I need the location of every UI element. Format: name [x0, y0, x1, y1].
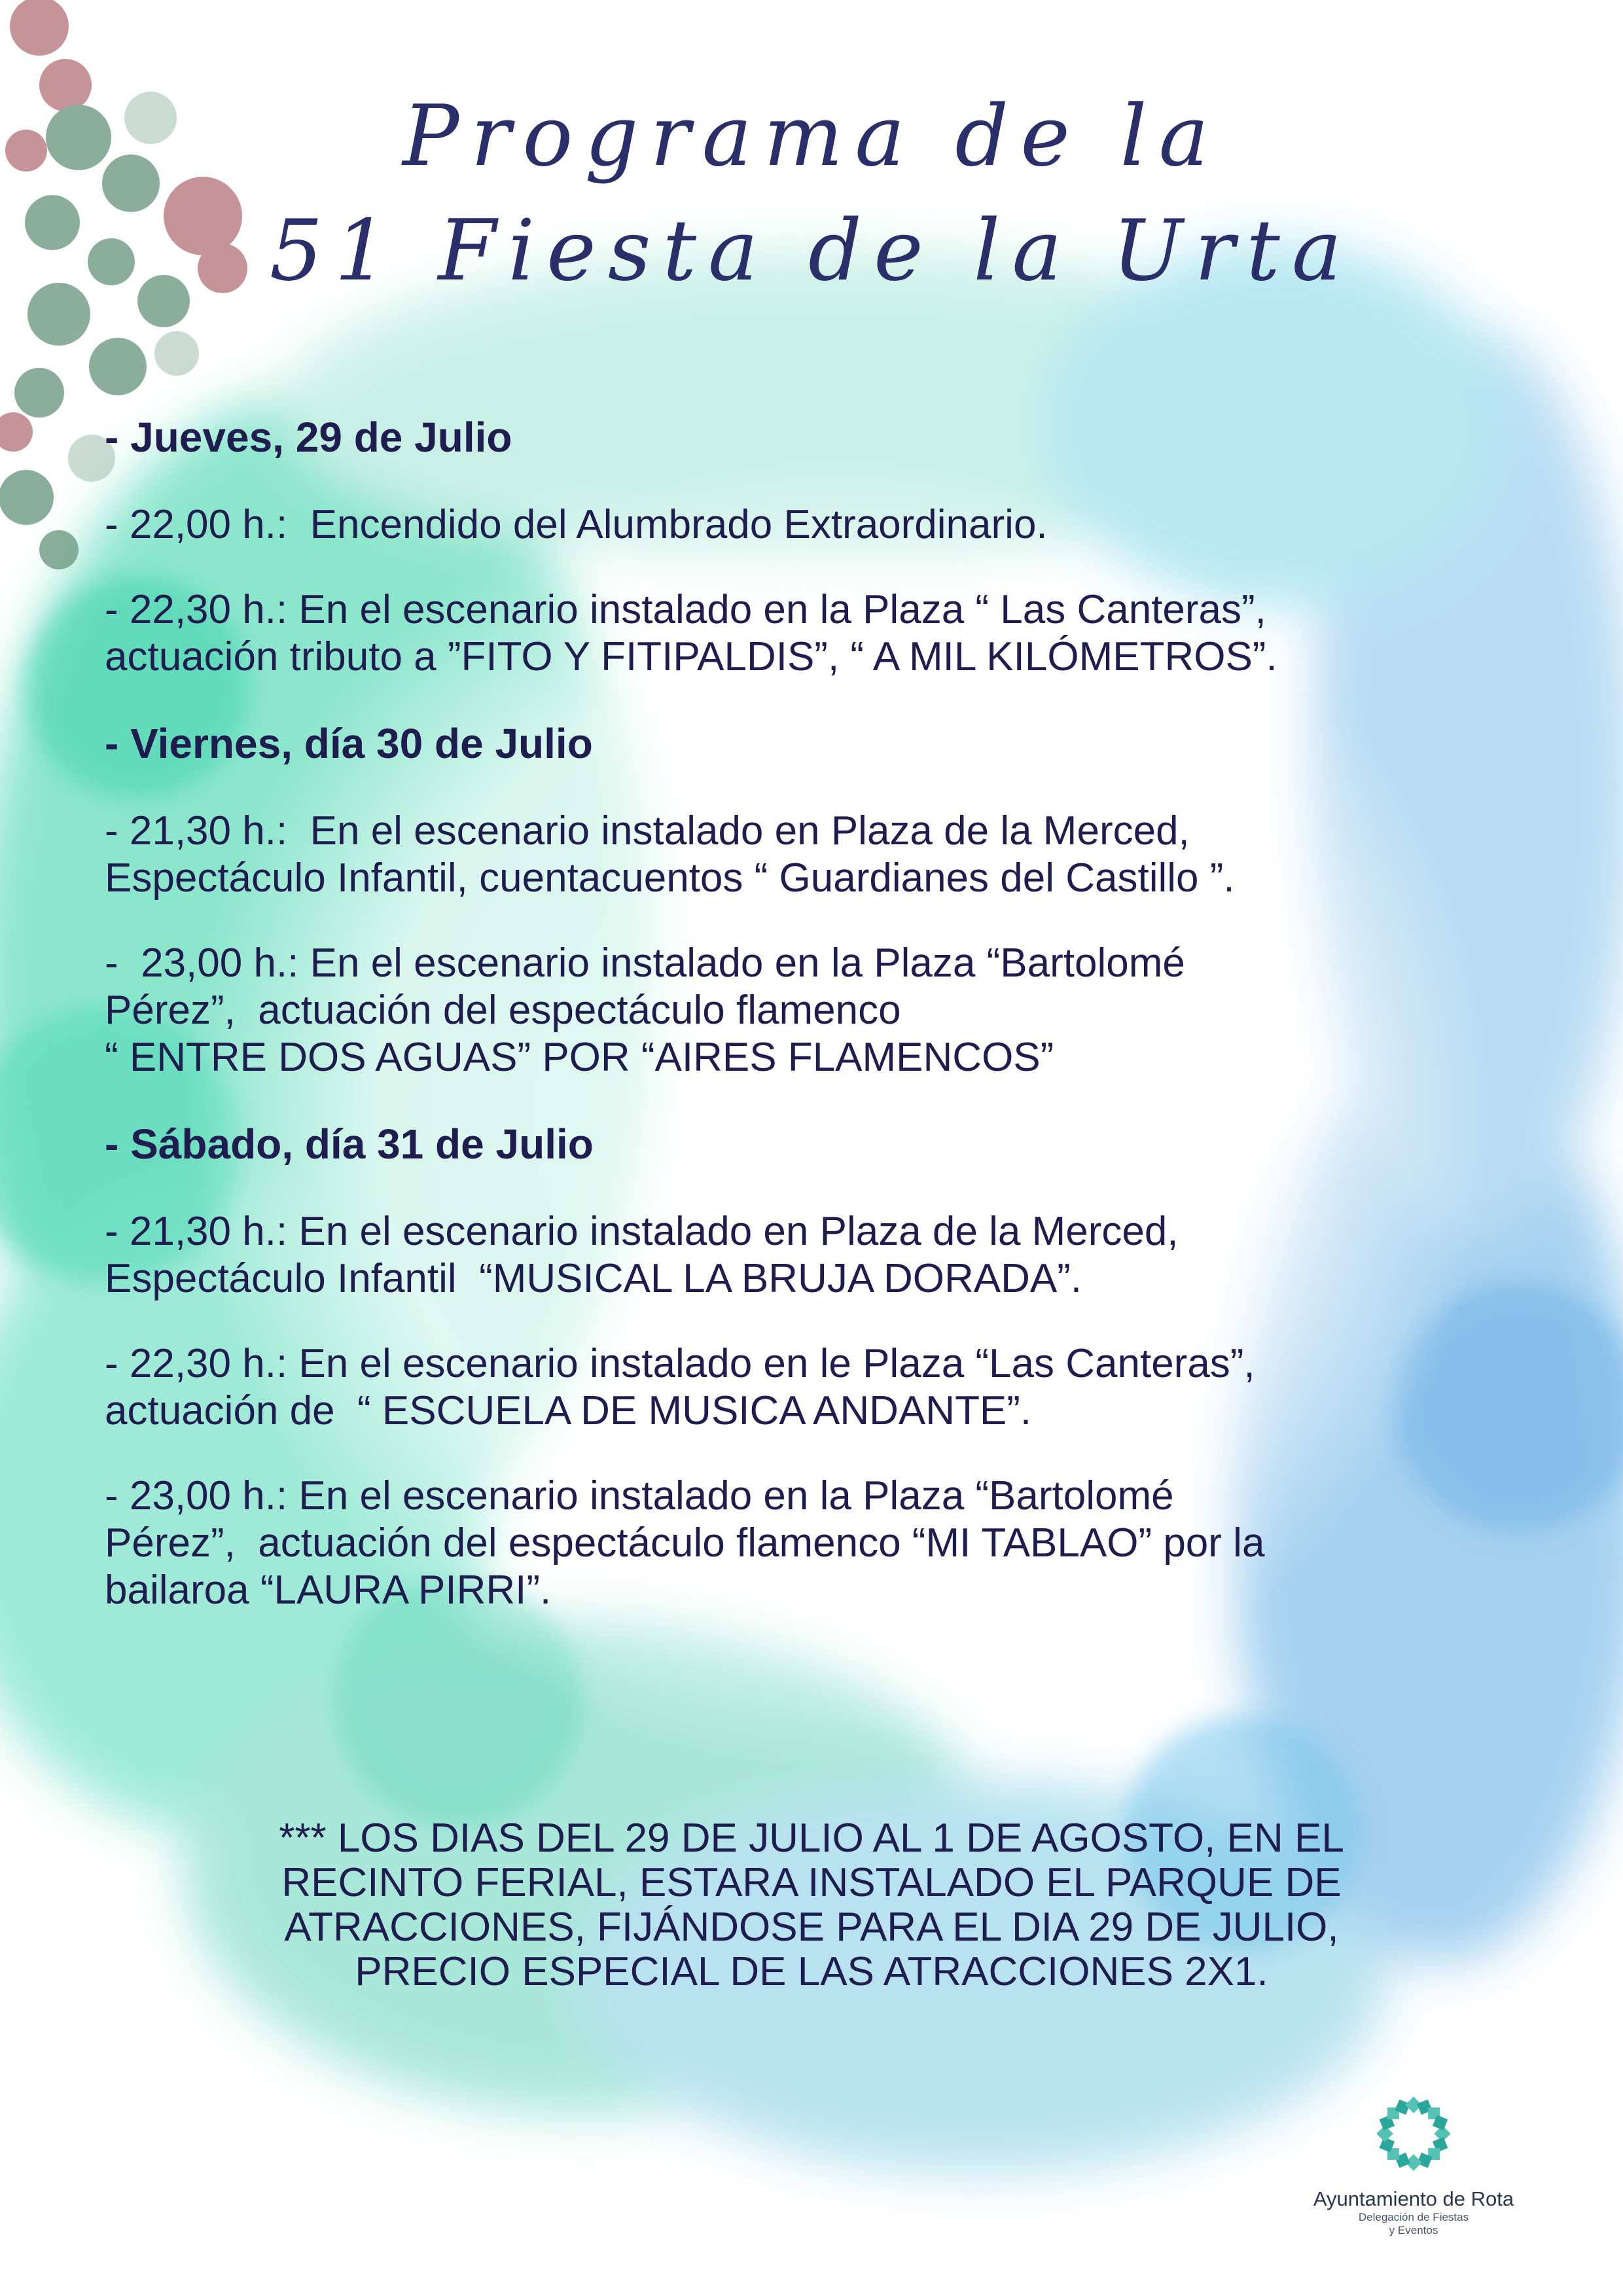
event-line: - 22,30 h.: En el escenario instalado en la Plaza “ Las Canteras”, — [105, 587, 1266, 632]
note-line: PRECIO ESPECIAL DE LAS ATRACCIONES 2X1. — [355, 1949, 1268, 1994]
day-heading-text: - Viernes, día 30 de Julio — [105, 720, 593, 767]
event-line: - 21,30 h.: En el escenario instalado en Plaza de la Merced, — [105, 1209, 1179, 1254]
ayuntamiento-logo — [1283, 2094, 1544, 2237]
attractions-note — [118, 1816, 1505, 1994]
event-item — [105, 1473, 1531, 1614]
logo-subtitle — [1283, 2211, 1544, 2237]
note-line: RECINTO FERIAL, ESTARA INSTALADO EL PARQUE DE — [281, 1860, 1342, 1905]
event-line: - 22,00 h.: Encendido del Alumbrado Extraordinario. — [105, 502, 1048, 547]
rota-ring-logo-icon — [1374, 2094, 1453, 2173]
event-item — [105, 1208, 1531, 1302]
event-item — [105, 501, 1531, 548]
event-line: Espectáculo Infantil, cuentacuentos “ Guardianes del Castillo ”. — [105, 855, 1235, 901]
day-heading — [105, 719, 1531, 768]
note-line: ATRACCIONES, FIJÁNDOSE PARA EL DIA 29 DE JULIO, — [284, 1905, 1339, 1950]
day-heading-text: - Jueves, 29 de Julio — [105, 414, 512, 461]
logo-sub-line: Delegación de Fiestas — [1358, 2211, 1469, 2223]
event-line: “ ENTRE DOS AGUAS” POR “AIRES FLAMENCOS” — [105, 1035, 1054, 1080]
event-item — [105, 808, 1531, 902]
event-item — [105, 586, 1531, 681]
day-heading — [105, 1119, 1531, 1169]
event-item — [105, 1340, 1531, 1435]
event-line: bailaroa “LAURA PIRRI”. — [105, 1568, 552, 1613]
note-line: *** LOS DIAS DEL 29 DE JULIO AL 1 DE AGOSTO, EN EL — [279, 1816, 1344, 1861]
event-line: - 22,30 h.: En el escenario instalado en le Plaza “Las Canteras”, — [105, 1341, 1255, 1386]
event-line: actuación tributo a ”FITO Y FITIPALDIS”, “ A MIL KILÓMETROS”. — [105, 634, 1277, 679]
event-line: actuación de “ ESCUELA DE MUSICA ANDANTE”. — [105, 1388, 1032, 1433]
title-line-1: Programa de la — [402, 88, 1221, 185]
title-line-2: 51 Fiesta de la Urta — [269, 202, 1354, 300]
event-line: - 21,30 h.: En el escenario instalado en Plaza de la Merced, — [105, 808, 1190, 853]
event-line: - 23,00 h.: En el escenario instalado en la Plaza “Bartolomé — [105, 1473, 1174, 1518]
program-list — [105, 412, 1531, 1652]
event-line: Pérez”, actuación del espectáculo flamenco “MI TABLAO” por la — [105, 1520, 1265, 1566]
event-item — [105, 940, 1531, 1081]
logo-sub-line: y Eventos — [1389, 2224, 1438, 2236]
day-heading — [105, 412, 1531, 462]
logo-name: Ayuntamiento de Rota — [1313, 2187, 1514, 2210]
event-line: Espectáculo Infantil “MUSICAL LA BRUJA DORADA”. — [105, 1256, 1082, 1301]
event-line: Pérez”, actuación del espectáculo flamenco — [105, 988, 901, 1033]
day-heading-text: - Sábado, día 31 de Julio — [105, 1121, 594, 1168]
event-line: - 23,00 h.: En el escenario instalado en la Plaza “Bartolomé — [105, 941, 1185, 986]
